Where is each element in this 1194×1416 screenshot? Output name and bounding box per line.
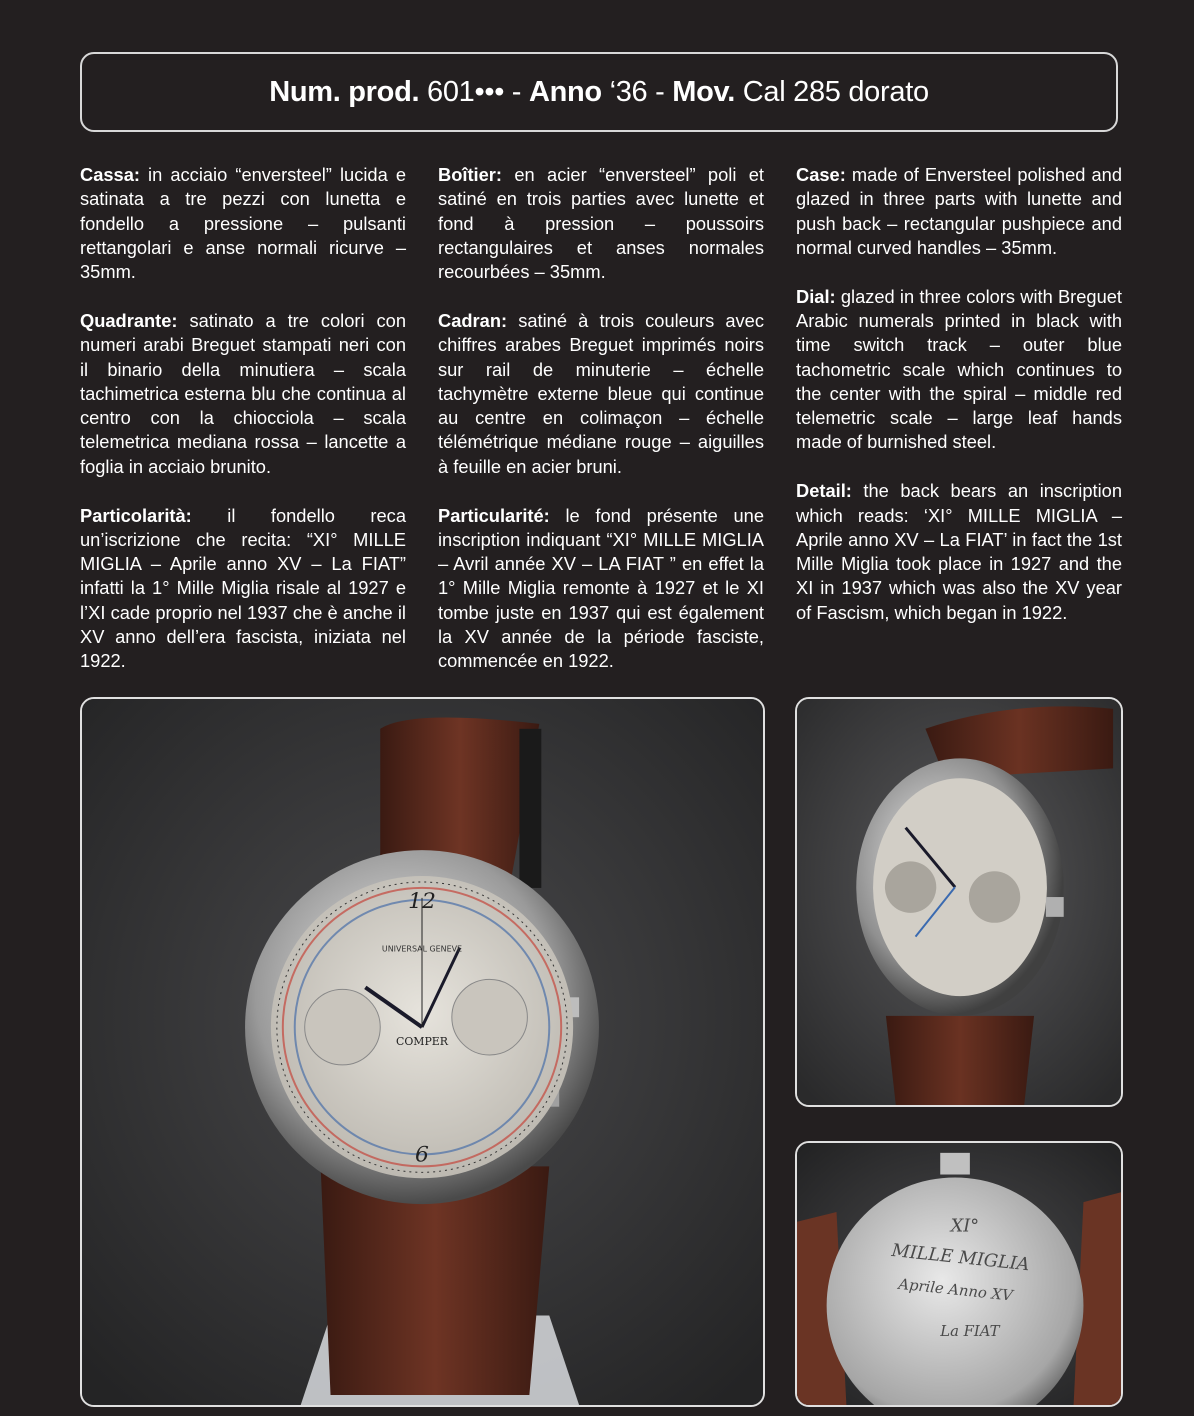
anno-value: ‘36 - <box>601 75 673 108</box>
svg-text:12: 12 <box>408 888 436 914</box>
case-label-it: Cassa: <box>80 164 140 185</box>
num-prod-label: Num. prod. <box>269 75 420 108</box>
dial-label-fr: Cadran: <box>438 309 508 331</box>
case-text-fr: en acier “enversteel” poli et satiné en trois parties avec lunette et fond à pression – poussoirs rectangulaires et anses normales recourbées – 35mm. <box>438 164 764 283</box>
watch-front-photo <box>80 697 765 1407</box>
watch-caseback-photo <box>795 1141 1123 1407</box>
detail-text-en: the back bears an inscription which reads: ‘XI° MILLE MIGLIA – Aprile anno XV – La FIAT’ in fact the 1st Mille Miglia took place in 1927 and the XI in 1937 which was also the XV year of Fascism, which began in 1922. <box>796 480 1122 623</box>
anno-label: Anno <box>528 75 602 108</box>
engraving-line-4: La FIAT <box>940 1323 1000 1341</box>
dial-maker-text: UNIVERSAL GENEVE <box>381 944 463 954</box>
dial-brand-text: COMPER <box>395 1035 449 1049</box>
dial-text-it: satinato a tre colori con numeri arabi Breguet stampati neri con il binario della minutiera – scala tachimetrica esterna blu che continua al centro con la chiocciola – scala telemetrica mediana rossa – lancette a foglia in acciaio brunito. <box>80 309 406 477</box>
column-italian <box>80 163 406 698</box>
paragraph-case-fr <box>438 163 764 284</box>
dial-text-fr: satiné à trois couleurs avec chiffres arabes Breguet imprimés noirs sur rail de minuterie – échelle tachymètre externe bleue qui continue au centre en colimaçon – échelle télémétrique médiane rouge – aiguilles à feuille en acier bruni. <box>438 309 764 477</box>
column-english <box>796 163 1122 698</box>
paragraph-case-en <box>796 163 1122 260</box>
case-label-en: Case: <box>796 164 846 185</box>
engraving-line-3: Aprile Anno XV <box>897 1275 1014 1305</box>
paragraph-case-it <box>80 163 406 284</box>
header-box <box>80 52 1118 132</box>
engraving-line-2: MILLE MIGLIA <box>890 1241 1031 1276</box>
watch-angled-photo <box>795 697 1123 1107</box>
mov-value: Cal 285 dorato <box>734 75 929 108</box>
paragraph-detail-fr <box>438 504 764 674</box>
paragraph-detail-en <box>796 479 1122 625</box>
case-text-en: made of Enversteel polished and glazed in three parts with lunette and push back – rectangular pushpiece and normal curved handles – 35mm. <box>796 164 1122 258</box>
text-columns <box>80 163 1122 698</box>
paragraph-dial-fr <box>438 309 764 479</box>
detail-text-it: il fondello reca un’iscrizione che recita: “XI° MILLE MIGLIA – Aprile anno XV – La FIAT” infatti la 1° Mille Miglia risale al 1927 e l’XI cade proprio nel 1937 che è anche il XV anno dell’era fascista, iniziata nel 1922. <box>80 504 406 672</box>
detail-label-it: Particolarità: <box>80 504 192 526</box>
paragraph-detail-it <box>80 504 406 674</box>
dial-label-en: Dial: <box>796 285 836 307</box>
engraving-line-1: XI° <box>950 1216 980 1237</box>
detail-label-en: Detail: <box>796 480 852 502</box>
case-text-it: in acciaio “enversteel” lucida e satinata a tre pezzi con lunetta e fondello a pressione – pulsanti rettangolari e anse normali ricurve – 35mm. <box>80 164 406 283</box>
case-label-fr: Boîtier: <box>438 164 502 185</box>
dial-label-it: Quadrante: <box>80 309 178 331</box>
column-french <box>438 163 764 698</box>
detail-label-fr: Particularité: <box>438 504 550 526</box>
paragraph-dial-en <box>796 285 1122 455</box>
num-prod-value: 601••• - <box>419 75 529 108</box>
mov-label: Mov. <box>672 75 735 108</box>
paragraph-dial-it <box>80 309 406 479</box>
svg-text:6: 6 <box>415 1142 429 1168</box>
detail-text-fr: le fond présente une inscription indiquant “XI° MILLE MIGLIA – Avril année XV – LA FIAT ” en effet la 1° Mille Miglia remonte à 1927 et le XI tombe juste en 1937 qui est également la XV année de la période fasciste, commencée en 1922. <box>438 504 764 672</box>
dial-text-en: glazed in three colors with Breguet Arabic numerals printed in black with time switch track – outer blue tachometric scale which continues to the center with the spiral – middle red telemetric scale – large leaf hands made of burnished steel. <box>796 285 1122 453</box>
